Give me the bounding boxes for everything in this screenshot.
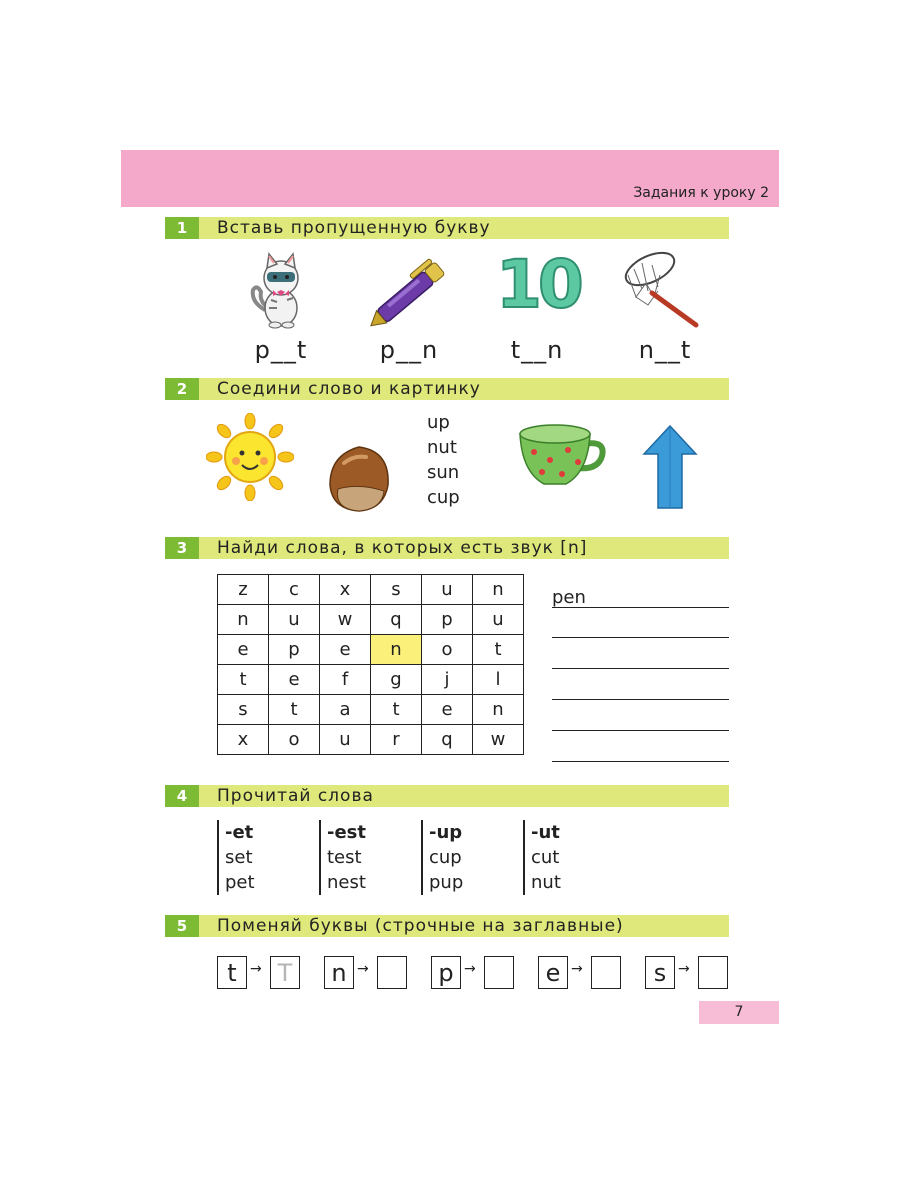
grid-cell[interactable]: u: [422, 575, 473, 605]
letter-grid: [217, 574, 524, 755]
uppercase-box-t[interactable]: T: [270, 956, 300, 989]
task-title-1: Вставь пропущенную букву: [217, 218, 491, 238]
task-number-1: 1: [165, 217, 199, 239]
grid-row: [218, 695, 524, 725]
grid-cell[interactable]: x: [320, 575, 371, 605]
task-bar-4: [165, 785, 729, 807]
uppercase-box-s[interactable]: [698, 956, 728, 989]
page-number: 7: [734, 1004, 744, 1020]
task-bar-2: [165, 378, 729, 400]
grid-cell[interactable]: l: [473, 665, 524, 695]
answer-example: pen: [552, 587, 586, 608]
number-ten-icon: 10: [496, 246, 580, 323]
word-list-item-4: cup: [427, 487, 460, 508]
lowercase-box-t: t: [217, 956, 247, 989]
arrow-icon: →: [250, 961, 262, 977]
column-word: cut: [531, 847, 560, 868]
task-bar-1: [165, 217, 729, 239]
grid-cell[interactable]: p: [422, 605, 473, 635]
lowercase-box-p: p: [431, 956, 461, 989]
grid-cell[interactable]: a: [320, 695, 371, 725]
word-blank-2: p__n: [379, 336, 439, 364]
page-number-band: [699, 1001, 779, 1024]
grid-cell[interactable]: s: [371, 575, 422, 605]
grid-cell[interactable]: j: [422, 665, 473, 695]
pen-icon: [365, 255, 455, 330]
answer-line[interactable]: [552, 607, 729, 608]
grid-cell[interactable]: t: [371, 695, 422, 725]
butterfly-net-icon: [612, 245, 702, 330]
arrow-icon: →: [464, 961, 476, 977]
grid-cell[interactable]: q: [371, 605, 422, 635]
task-bar-5: [165, 915, 729, 937]
column-word: nest: [327, 872, 366, 893]
task-number-3: 3: [165, 537, 199, 559]
grid-row: [218, 575, 524, 605]
word-column-up: [421, 820, 463, 895]
word-list-item-3: sun: [427, 462, 460, 483]
header-band: [121, 150, 779, 207]
header-title: Задания к уроку 2: [633, 185, 769, 201]
column-word: pet: [225, 872, 255, 893]
lowercase-box-e: e: [538, 956, 568, 989]
word-column-est: [319, 820, 366, 895]
word-blank-4: n__t: [638, 336, 692, 364]
cat-icon: [247, 250, 307, 330]
answer-line[interactable]: [552, 699, 729, 700]
uppercase-box-p[interactable]: [484, 956, 514, 989]
arrow-icon: →: [357, 961, 369, 977]
grid-cell[interactable]: q: [422, 725, 473, 755]
arrow-icon: →: [678, 961, 690, 977]
grid-cell[interactable]: w: [320, 605, 371, 635]
word-column-ut: [523, 820, 561, 895]
up-arrow-icon: [640, 424, 700, 510]
column-header: -et: [225, 822, 254, 843]
grid-cell[interactable]: t: [269, 695, 320, 725]
grid-row: [218, 665, 524, 695]
grid-cell[interactable]: z: [218, 575, 269, 605]
grid-cell[interactable]: n: [371, 635, 422, 665]
grid-row: [218, 725, 524, 755]
answer-line[interactable]: [552, 730, 729, 731]
grid-cell[interactable]: u: [269, 605, 320, 635]
word-list-item-1: up: [427, 412, 450, 433]
task-title-4: Прочитай слова: [217, 786, 374, 806]
grid-cell[interactable]: f: [320, 665, 371, 695]
answer-line[interactable]: [552, 761, 729, 762]
task-number-5: 5: [165, 915, 199, 937]
column-word: nut: [531, 872, 561, 893]
task-number-2: 2: [165, 378, 199, 400]
word-column-et: [217, 820, 255, 895]
cup-icon: [514, 418, 606, 490]
grid-cell[interactable]: n: [473, 575, 524, 605]
task-title-5: Поменяй буквы (строчные на заглавные): [217, 916, 624, 936]
grid-cell[interactable]: t: [218, 665, 269, 695]
column-header: -est: [327, 822, 366, 843]
grid-cell[interactable]: c: [269, 575, 320, 605]
grid-cell[interactable]: o: [422, 635, 473, 665]
lowercase-box-n: n: [324, 956, 354, 989]
task-title-3: Найди слова, в которых есть звук [n]: [217, 538, 588, 558]
grid-cell[interactable]: u: [473, 605, 524, 635]
arrow-icon: →: [571, 961, 583, 977]
grid-cell[interactable]: s: [218, 695, 269, 725]
grid-row: [218, 635, 524, 665]
grid-cell[interactable]: g: [371, 665, 422, 695]
task-number-4: 4: [165, 785, 199, 807]
grid-cell[interactable]: t: [473, 635, 524, 665]
hazelnut-icon: [324, 443, 394, 515]
grid-cell[interactable]: e: [269, 665, 320, 695]
grid-cell[interactable]: w: [473, 725, 524, 755]
uppercase-box-e[interactable]: [591, 956, 621, 989]
column-header: -up: [429, 822, 463, 843]
column-word: test: [327, 847, 362, 868]
column-word: pup: [429, 872, 464, 893]
grid-cell[interactable]: u: [320, 725, 371, 755]
grid-cell[interactable]: n: [473, 695, 524, 725]
grid-cell[interactable]: o: [269, 725, 320, 755]
grid-cell[interactable]: x: [218, 725, 269, 755]
word-blank-3: t__n: [510, 336, 564, 364]
grid-cell[interactable]: e: [422, 695, 473, 725]
task-bar-3: [165, 537, 729, 559]
grid-cell[interactable]: p: [269, 635, 320, 665]
lowercase-box-s: s: [645, 956, 675, 989]
column-header: -ut: [531, 822, 560, 843]
answer-line[interactable]: [552, 637, 729, 638]
grid-cell[interactable]: e: [218, 635, 269, 665]
grid-row: [218, 605, 524, 635]
sun-icon: [206, 413, 294, 501]
column-word: set: [225, 847, 253, 868]
column-word: cup: [429, 847, 462, 868]
grid-cell[interactable]: e: [320, 635, 371, 665]
word-blank-1: p__t: [254, 336, 308, 364]
task-title-2: Соедини слово и картинку: [217, 379, 481, 399]
grid-cell[interactable]: r: [371, 725, 422, 755]
answer-line[interactable]: [552, 668, 729, 669]
grid-cell[interactable]: n: [218, 605, 269, 635]
word-list-item-2: nut: [427, 437, 457, 458]
uppercase-box-n[interactable]: [377, 956, 407, 989]
